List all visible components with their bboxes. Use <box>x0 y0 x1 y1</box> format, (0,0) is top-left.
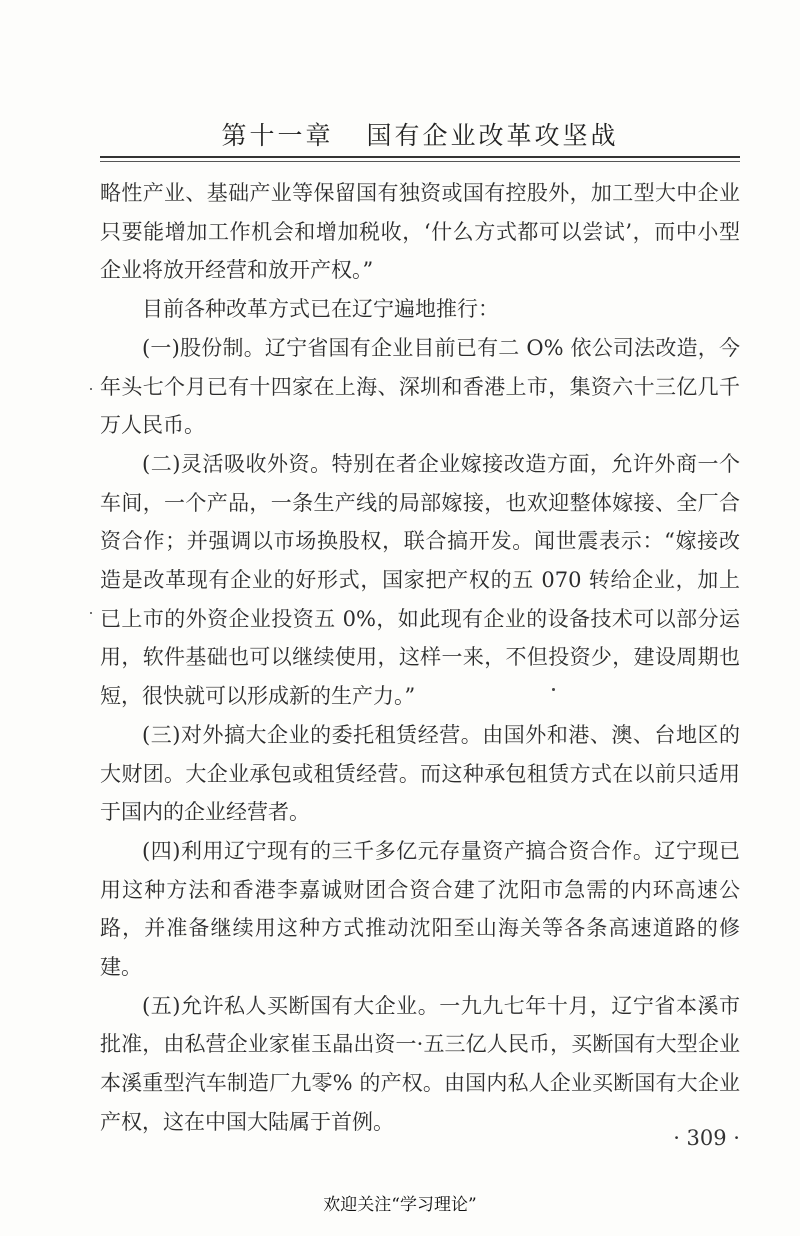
header-rule-thin <box>100 161 740 162</box>
paragraph-intro: 目前各种改革方式已在辽宁遍地推行： <box>142 297 499 322</box>
chapter-label: 第十一章 <box>221 121 334 150</box>
scan-speck <box>90 388 92 390</box>
paragraph-item-5: (五)允许私人买断国有大企业。一九九七年十月，辽宁省本溪市批准，由私营企业家崔玉晶出资一·五三亿人民币，买断国有大型企业本溪重型汽车制造厂九零% 的产权。由国内私人企业买断国有大企业产权，这在中国大陆属于首例。 <box>100 993 740 1134</box>
paragraph-item-1: (一)股份制。辽宁省国有企业目前已有二 O% 依公司法改造，今年头七个月已有十四家在上海、深圳和香港上市，集资六十三亿几千万人民币。 <box>100 335 740 438</box>
paragraph-continuation: 略性产业、基础产业等保留国有独资或国有控股外，加工型大中企业只要能增加工作机会和增加税收，‘什么方式都可以尝试’，而中小型企业将放开经营和放开产权。” <box>100 181 740 283</box>
paragraph-item-4: (四)利用辽宁现有的三千多亿元存量资产搞合资合作。辽宁现已用这种方法和香港李嘉诚财团合资合建了沈阳市急需的内环高速公路，并准备继续用这种方式推动沈阳至山海关等各条高速道路的修建。 <box>100 838 740 980</box>
scan-speck <box>90 612 92 614</box>
scan-speck <box>552 688 555 691</box>
header-rule-thick <box>100 156 740 158</box>
paragraph-item-3: (三)对外搞大企业的委托租赁经营。由国外和港、澳、台地区的大财团。大企业承包或租赁经营。而这种承包租赁方式在以前只适用于国内的企业经营者。 <box>100 722 740 825</box>
chapter-title: 国有企业改革攻坚战 <box>366 121 619 150</box>
page-number: · 309 · <box>673 1126 740 1150</box>
paragraph-item-2: (二)灵活吸收外资。特别在者企业嫁接改造方面，允许外商一个车间，一个产品，一条生产线的局部嫁接，也欢迎整体嫁接、全厂合资合作；并强调以市场换股权，联合搞开发。闻世震表示：“嫁接改造是改革现有企业的好形式，国家把产权的五 070 转给企业，加上已上市的外资企业投资五 0%，如此现有企业的设备技术可以部分运用，软件基础也可以继续使用，这样一来，不但投资少，建设周期也短，很快就可以形成新的生产力。” <box>100 451 740 709</box>
footer-caption: 欢迎关注“学习理论” <box>323 1195 477 1215</box>
running-header <box>100 116 740 152</box>
body-text <box>100 174 740 1142</box>
